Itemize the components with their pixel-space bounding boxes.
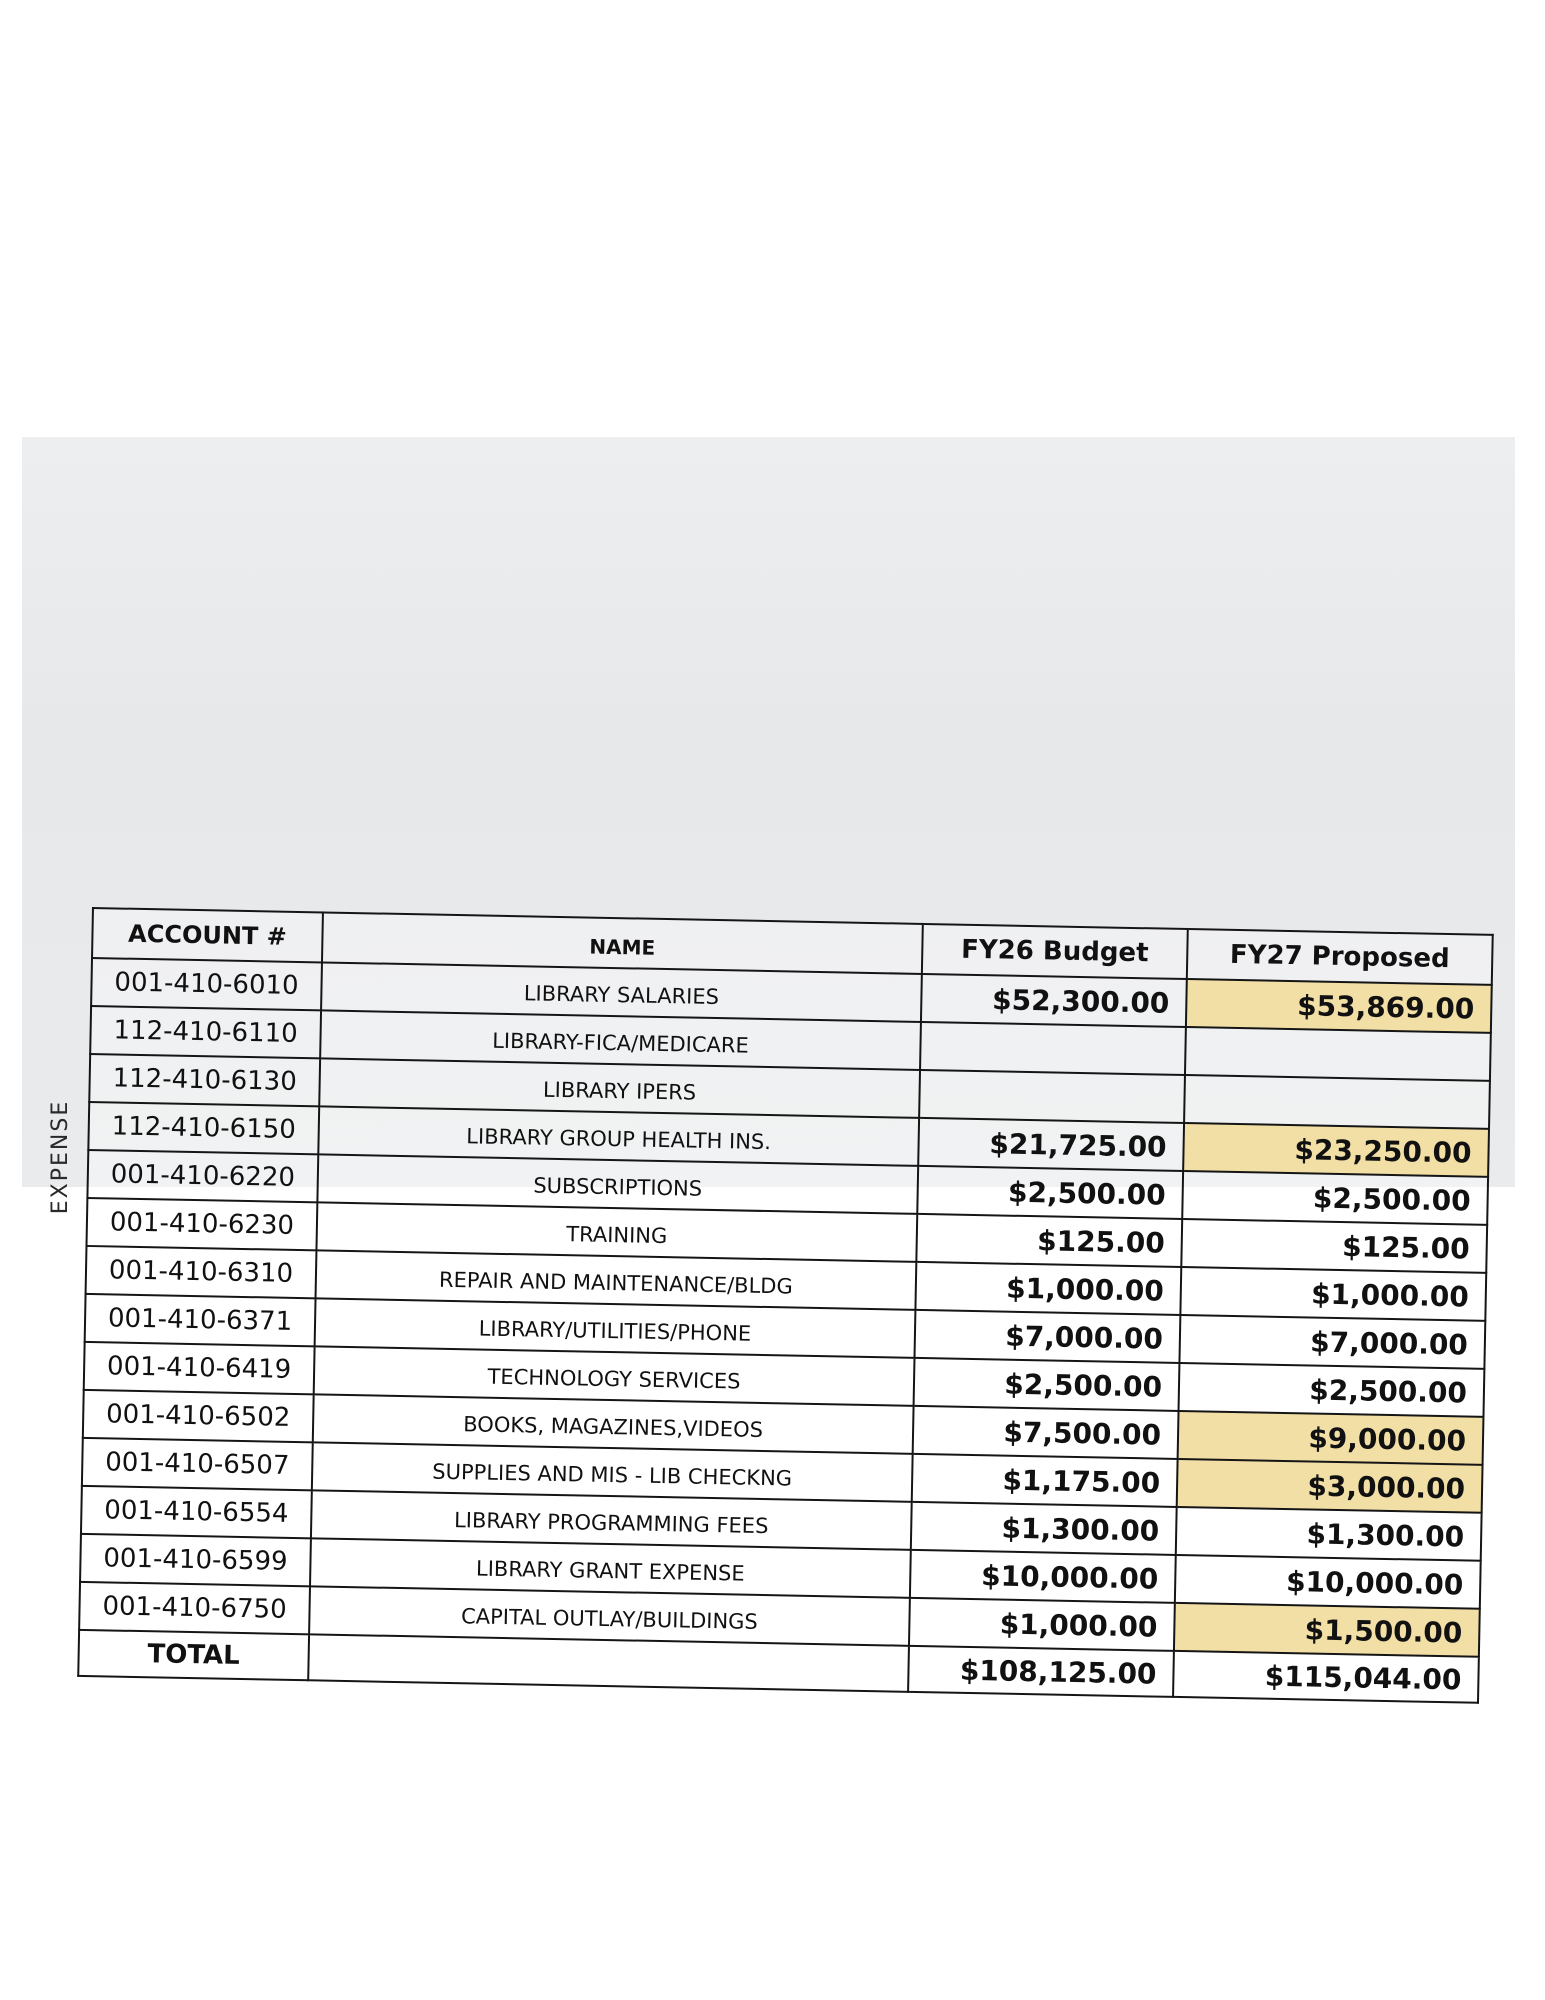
account-name-cell: TRAINING: [316, 1202, 917, 1262]
fy27-proposed-cell: $3,000.00: [1177, 1459, 1483, 1513]
fy26-budget-cell: $7,000.00: [914, 1310, 1180, 1363]
fy27-proposed-cell: $2,500.00: [1179, 1363, 1485, 1417]
account-number-cell: 001-410-6230: [86, 1198, 317, 1250]
document-photo: [22, 437, 1515, 1696]
account-name-cell: LIBRARY-FICA/MEDICARE: [320, 1010, 921, 1070]
fy27-proposed-cell: $53,869.00: [1186, 979, 1492, 1033]
account-name-cell: LIBRARY GROUP HEALTH INS.: [318, 1106, 919, 1166]
fy27-proposed-cell: [1184, 1075, 1490, 1129]
fy27-proposed-cell: $10,000.00: [1175, 1555, 1481, 1609]
account-number-cell: 001-410-6502: [83, 1390, 314, 1442]
fy26-budget-cell: [920, 1022, 1186, 1075]
account-number-cell: 112-410-6130: [89, 1054, 320, 1106]
account-number-cell: 001-410-6220: [87, 1150, 318, 1202]
account-name-cell: LIBRARY PROGRAMMING FEES: [311, 1490, 912, 1550]
account-number-cell: 001-410-6507: [82, 1438, 313, 1490]
fy27-proposed-cell: $9,000.00: [1178, 1411, 1484, 1465]
fy26-budget-cell: $125.00: [916, 1214, 1182, 1267]
fy27-proposed-cell: $2,500.00: [1182, 1171, 1488, 1225]
fy26-budget-cell: $1,175.00: [912, 1454, 1178, 1507]
account-number-cell: 112-410-6110: [90, 1006, 321, 1058]
account-number-cell: 001-410-6419: [84, 1342, 315, 1394]
account-name-cell: SUPPLIES AND MIS - LIB CHECKNG: [312, 1442, 913, 1502]
fy27-proposed-cell: $23,250.00: [1183, 1123, 1489, 1177]
fy26-budget-cell: $2,500.00: [917, 1166, 1183, 1219]
account-number-cell: 001-410-6599: [80, 1534, 311, 1586]
header-name: NAME: [322, 912, 923, 974]
header-fy26-budget: FY26 Budget: [922, 924, 1188, 979]
account-name-cell: REPAIR AND MAINTENANCE/BLDG: [316, 1250, 917, 1310]
account-name-cell: TECHNOLOGY SERVICES: [314, 1346, 915, 1406]
account-name-cell: BOOKS, MAGAZINES,VIDEOS: [313, 1394, 914, 1454]
fy26-budget-cell: [919, 1070, 1185, 1123]
fy26-budget-cell: $7,500.00: [913, 1406, 1179, 1459]
header-account: ACCOUNT #: [92, 908, 323, 962]
total-fy26: $108,125.00: [908, 1646, 1174, 1697]
account-name-cell: CAPITAL OUTLAY/BUILDINGS: [309, 1586, 910, 1646]
account-number-cell: 001-410-6554: [81, 1486, 312, 1538]
header-fy27-proposed: FY27 Proposed: [1187, 929, 1493, 985]
fy26-budget-cell: $1,300.00: [911, 1502, 1177, 1555]
account-number-cell: 001-410-6371: [85, 1294, 316, 1346]
budget-table-container: [77, 907, 1492, 1704]
total-fy27: $115,044.00: [1173, 1651, 1479, 1703]
account-name-cell: LIBRARY/UTILITIES/PHONE: [315, 1298, 916, 1358]
account-name-cell: LIBRARY GRANT EXPENSE: [310, 1538, 911, 1598]
fy27-proposed-cell: [1185, 1027, 1491, 1081]
account-name-cell: LIBRARY IPERS: [319, 1058, 920, 1118]
fy27-proposed-cell: $1,000.00: [1180, 1267, 1486, 1321]
account-name-cell: LIBRARY SALARIES: [321, 962, 922, 1022]
account-number-cell: 001-410-6310: [86, 1246, 317, 1298]
fy27-proposed-cell: $1,500.00: [1174, 1603, 1480, 1657]
account-number-cell: 112-410-6150: [88, 1102, 319, 1154]
fy26-budget-cell: $10,000.00: [910, 1550, 1176, 1603]
fy26-budget-cell: $21,725.00: [918, 1118, 1184, 1171]
fy27-proposed-cell: $125.00: [1181, 1219, 1487, 1273]
fy27-proposed-cell: $7,000.00: [1179, 1315, 1485, 1369]
fy27-proposed-cell: $1,300.00: [1176, 1507, 1482, 1561]
account-number-cell: 001-410-6010: [91, 958, 322, 1010]
budget-table: [77, 907, 1494, 1704]
account-name-cell: SUBSCRIPTIONS: [317, 1154, 918, 1214]
fy26-budget-cell: $2,500.00: [914, 1358, 1180, 1411]
fy26-budget-cell: $1,000.00: [915, 1262, 1181, 1315]
account-number-cell: 001-410-6750: [79, 1582, 310, 1634]
fy26-budget-cell: $1,000.00: [909, 1598, 1175, 1651]
fy26-budget-cell: $52,300.00: [921, 974, 1187, 1027]
total-label: TOTAL: [78, 1630, 309, 1680]
expense-side-label: EXPENSE: [48, 1099, 73, 1215]
